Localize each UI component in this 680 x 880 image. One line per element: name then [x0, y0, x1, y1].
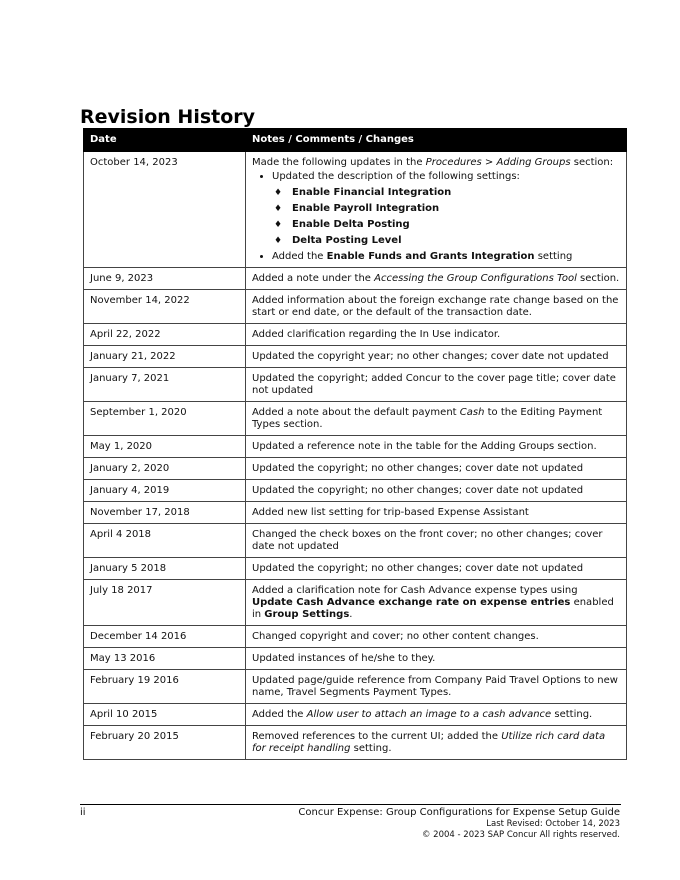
table-row — [84, 402, 627, 436]
row-date: December 14 2016 — [84, 626, 246, 648]
row-note: Added a note under the Accessing the Group Configurations Tool section. — [246, 268, 627, 290]
row-note: Made the following updates in the Procedures > Adding Groups section: • Updated the description of the following settings: ♦ Enable Financial Integration ♦ Enable Payroll Integration ♦ Enable Delta Posting ♦ Delta Posting Level • Added the Enable Funds and Grants Integration setting — [246, 152, 627, 268]
table-row — [84, 290, 627, 324]
row-date: September 1, 2020 — [84, 402, 246, 436]
row-date: January 21, 2022 — [84, 346, 246, 368]
table-row — [84, 152, 627, 268]
row-note: Added a note about the default payment Cash to the Editing Payment Types section. — [246, 402, 627, 436]
table-row — [84, 626, 627, 648]
table-row — [84, 524, 627, 558]
footer-divider — [80, 804, 621, 805]
row-note: Added the Allow user to attach an image to a cash advance setting. — [246, 704, 627, 726]
footer-copyright: © 2004 - 2023 SAP Concur All rights reserved. — [421, 830, 620, 840]
footer-last-revised: Last Revised: October 14, 2023 — [486, 819, 620, 829]
list-item: • Updated the description of the following settings: ♦ Enable Financial Integration ♦ Enable Payroll Integration ♦ Enable Delta Posting ♦ Delta Posting Level — [272, 171, 621, 247]
row-note: Added information about the foreign exchange rate change based on the start or end date, or the default of the transaction date. — [246, 290, 627, 324]
row-date: June 9, 2023 — [84, 268, 246, 290]
row-date: November 14, 2022 — [84, 290, 246, 324]
row-date: May 1, 2020 — [84, 436, 246, 458]
table-row — [84, 648, 627, 670]
row-note: Updated the copyright year; no other changes; cover date not updated — [246, 346, 627, 368]
row-date: April 4 2018 — [84, 524, 246, 558]
table-row — [84, 324, 627, 346]
revision-table — [83, 128, 627, 760]
table-row — [84, 502, 627, 524]
table-row — [84, 268, 627, 290]
row-note: Removed references to the current UI; added the Utilize rich card data for receipt handling setting. — [246, 726, 627, 760]
row-date: April 10 2015 — [84, 704, 246, 726]
setting-item: ♦ Enable Delta Posting — [292, 219, 621, 231]
table-header-row — [84, 129, 627, 152]
table-row — [84, 368, 627, 402]
row-date: April 22, 2022 — [84, 324, 246, 346]
table-row — [84, 670, 627, 704]
notes-column-header: Notes / Comments / Changes — [246, 129, 627, 152]
setting-item: ♦ Enable Financial Integration — [292, 187, 621, 199]
page-number: ii — [80, 807, 86, 818]
setting-item: ♦ Delta Posting Level — [292, 235, 621, 247]
row-date: January 5 2018 — [84, 558, 246, 580]
setting-item: ♦ Enable Payroll Integration — [292, 203, 621, 215]
row-note: Updated instances of he/she to they. — [246, 648, 627, 670]
table-row — [84, 480, 627, 502]
table-row — [84, 458, 627, 480]
row-note: Updated the copyright; no other changes; cover date not updated — [246, 558, 627, 580]
footer-doc-title: Concur Expense: Group Configurations for Expense Setup Guide — [298, 807, 620, 818]
row-date: July 18 2017 — [84, 580, 246, 626]
row-note: Updated a reference note in the table for the Adding Groups section. — [246, 436, 627, 458]
row-date: January 7, 2021 — [84, 368, 246, 402]
row-date: January 2, 2020 — [84, 458, 246, 480]
table-row — [84, 704, 627, 726]
row-note: Updated the copyright; added Concur to the cover page title; cover date not updated — [246, 368, 627, 402]
row-date: May 13 2016 — [84, 648, 246, 670]
table-row — [84, 558, 627, 580]
row-note: Updated the copyright; no other changes; cover date not updated — [246, 458, 627, 480]
row-note: Updated page/guide reference from Company Paid Travel Options to new name, Travel Segments Payment Types. — [246, 670, 627, 704]
table-row — [84, 436, 627, 458]
row-date: November 17, 2018 — [84, 502, 246, 524]
row-note: Changed copyright and cover; no other content changes. — [246, 626, 627, 648]
table-row — [84, 346, 627, 368]
row-note: Updated the copyright; no other changes; cover date not updated — [246, 480, 627, 502]
table-row — [84, 580, 627, 626]
row-note: Added clarification regarding the In Use indicator. — [246, 324, 627, 346]
date-column-header: Date — [84, 129, 246, 152]
row-date: February 19 2016 — [84, 670, 246, 704]
row-note: Changed the check boxes on the front cover; no other changes; cover date not updated — [246, 524, 627, 558]
table-row — [84, 726, 627, 760]
row-note: Added new list setting for trip-based Expense Assistant — [246, 502, 627, 524]
page-title: Revision History — [80, 106, 256, 128]
list-item: • Added the Enable Funds and Grants Integration setting — [272, 251, 621, 263]
row-date: January 4, 2019 — [84, 480, 246, 502]
row-date: October 14, 2023 — [84, 152, 246, 268]
row-date: February 20 2015 — [84, 726, 246, 760]
row-note: Added a clarification note for Cash Advance expense types using Update Cash Advance exchange rate on expense entries enabled in Group Settings. — [246, 580, 627, 626]
